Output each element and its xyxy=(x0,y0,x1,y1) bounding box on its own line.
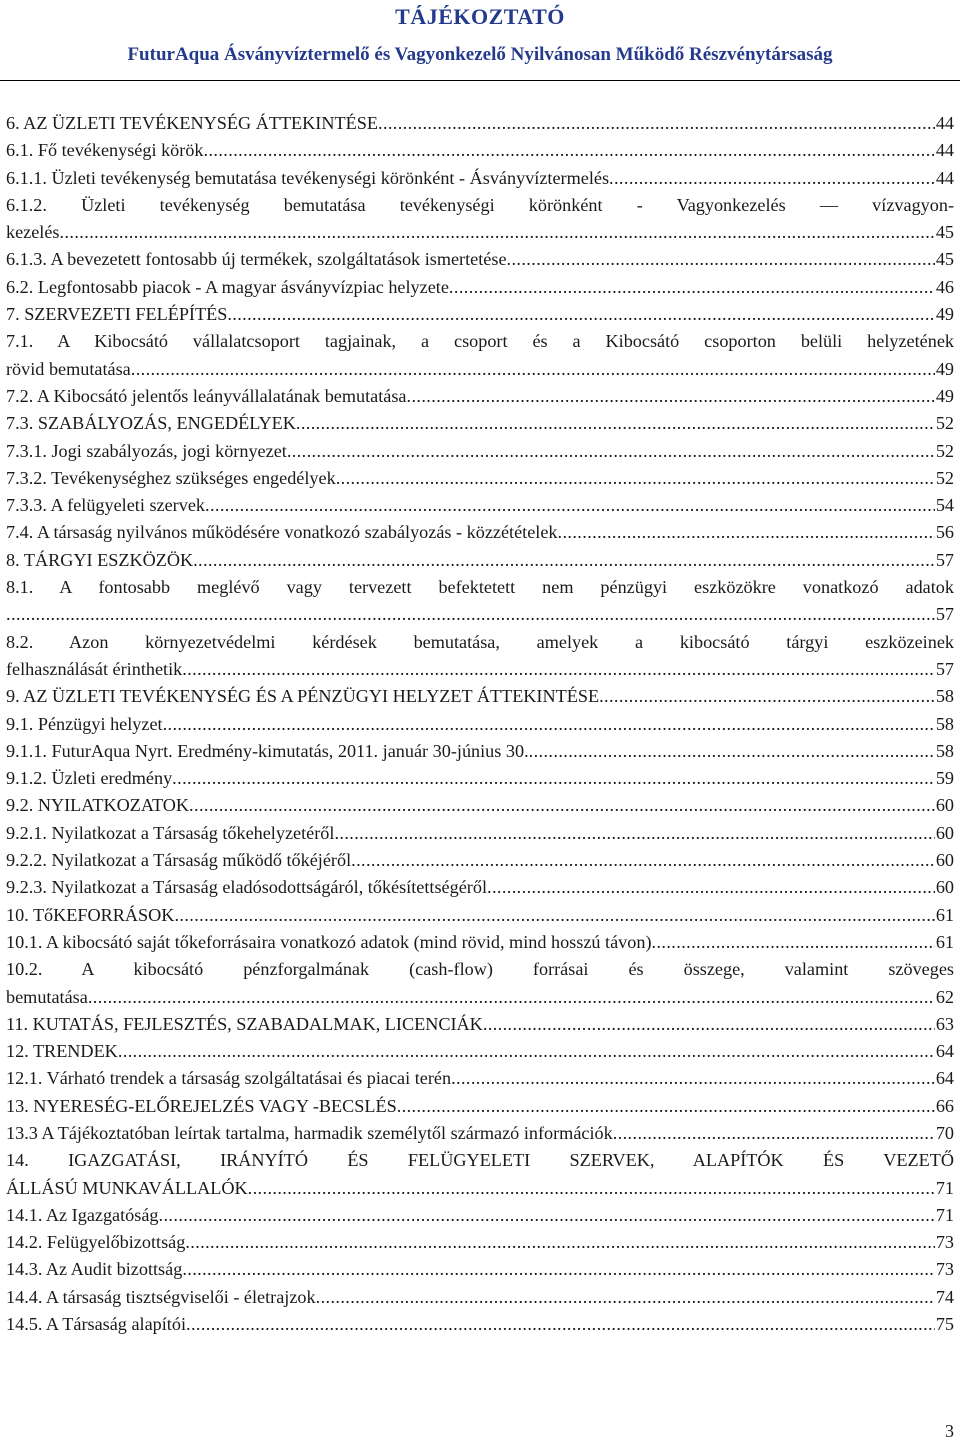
toc-entry-line xyxy=(6,110,954,137)
toc-entry-title: felhasználását érinthetik xyxy=(6,658,183,679)
toc-entry-line xyxy=(6,792,954,819)
toc-entry-line xyxy=(6,738,954,765)
dot-leader xyxy=(334,820,934,847)
toc-entry-page: 44 xyxy=(935,140,954,161)
toc-entry-title: 12.1. Várható trendek a társaság szolgáltatásai és piacai terén xyxy=(6,1068,452,1089)
toc-entry[interactable] xyxy=(6,1147,954,1202)
toc-entry-title: 6.1.1. Üzleti tevékenység bemutatása tevékenységi körönként - Ásványvíztermelés xyxy=(6,167,610,188)
toc-entry-line xyxy=(6,410,954,437)
toc-entry-line xyxy=(6,820,954,847)
dot-leader xyxy=(336,465,935,492)
toc-entry-line xyxy=(6,1175,954,1202)
toc-entry-page: 61 xyxy=(935,931,954,952)
toc-entry[interactable] xyxy=(6,165,954,192)
toc-entry-title: 6. AZ ÜZLETI TEVÉKENYSÉG ÁTTEKINTÉSE xyxy=(6,113,378,133)
toc-entry[interactable] xyxy=(6,738,954,765)
dot-leader xyxy=(163,711,935,738)
toc-entry-line xyxy=(6,902,954,929)
toc-entry[interactable] xyxy=(6,1120,954,1147)
toc-entry[interactable] xyxy=(6,1202,954,1229)
toc-entry-page: 45 xyxy=(935,222,954,243)
toc-entry-line xyxy=(6,1284,954,1311)
dot-leader xyxy=(449,274,935,301)
toc-entry-title: 9.2.3. Nyilatkozat a Társaság eladósodottságáról, tőkésítettségéről xyxy=(6,877,487,898)
dot-leader xyxy=(193,547,935,574)
toc-entry-line xyxy=(6,492,954,519)
toc-entry[interactable] xyxy=(6,492,954,519)
dot-leader xyxy=(159,1202,935,1229)
toc-entry-title: 9.2.1. Nyilatkozat a Társaság tőkehelyzetéről xyxy=(6,822,335,843)
toc-entry[interactable] xyxy=(6,820,954,847)
toc-entry-title: 14.3. Az Audit bizottság xyxy=(6,1259,183,1280)
toc-entry-title: 12. TRENDEK xyxy=(6,1041,118,1062)
toc-entry-line xyxy=(6,874,954,901)
dot-leader xyxy=(351,847,935,874)
toc-entry[interactable] xyxy=(6,383,954,410)
dot-leader xyxy=(189,792,935,819)
toc-entry-title: 9.2.2. Nyilatkozat a Társaság működő tőkéjéről xyxy=(6,850,352,871)
toc-entry[interactable] xyxy=(6,902,954,929)
toc-entry-line xyxy=(6,1202,954,1229)
toc-entry-line xyxy=(6,984,954,1011)
toc-entry-page: 60 xyxy=(935,877,954,898)
toc-entry-title: 8. TÁRGYI ESZKÖZÖK xyxy=(6,549,194,570)
toc-entry-line xyxy=(6,1038,954,1065)
toc-entry-page: 70 xyxy=(935,1122,954,1143)
toc-entry-page: 62 xyxy=(935,986,954,1007)
toc-entry-title: 10. TőKEFORRÁSOK xyxy=(6,904,175,925)
toc-entry-line xyxy=(6,1256,954,1283)
dot-leader xyxy=(186,1311,935,1338)
toc-entry-line xyxy=(6,1093,954,1120)
toc-entry-page: 73 xyxy=(935,1232,954,1253)
toc-entry-title-line: 6.1.2. Üzleti tevékenység bemutatása tevékenységi körönként - Vagyonkezelés — vízvagyon- xyxy=(6,194,954,215)
toc-entry-line xyxy=(6,847,954,874)
toc-entry-title: 14.1. Az Igazgatóság xyxy=(6,1204,159,1225)
toc-entry[interactable] xyxy=(6,1256,954,1283)
toc-entry[interactable] xyxy=(6,519,954,546)
toc-entry-page: 60 xyxy=(935,850,954,871)
toc-entry-title: 9.1.2. Üzleti eredmény xyxy=(6,768,173,789)
toc-entry[interactable] xyxy=(6,956,954,1011)
toc-entry-title: 6.1.3. A bevezetett fontosabb új termékek, szolgáltatások ismertetése xyxy=(6,249,507,270)
toc-entry-page: 52 xyxy=(935,413,954,434)
toc-entry-line xyxy=(6,137,954,164)
dot-leader xyxy=(88,984,935,1011)
dot-leader xyxy=(248,1175,935,1202)
toc-entry[interactable] xyxy=(6,301,954,328)
dot-leader xyxy=(6,601,935,628)
toc-entry-page: 66 xyxy=(935,1095,954,1116)
toc-entry[interactable] xyxy=(6,792,954,819)
toc-entry-line xyxy=(6,1229,954,1256)
dot-leader xyxy=(60,219,935,246)
toc-entry-page: 56 xyxy=(935,522,954,543)
toc-entry[interactable] xyxy=(6,1284,954,1311)
toc-entry-line xyxy=(6,465,954,492)
dot-leader xyxy=(558,519,935,546)
toc-entry-title: 14.5. A Társaság alapítói xyxy=(6,1314,186,1335)
dot-leader xyxy=(185,1229,934,1256)
toc-entry[interactable] xyxy=(6,765,954,792)
toc-entry-page: 58 xyxy=(935,713,954,734)
dot-leader xyxy=(182,656,935,683)
toc-entry-title: ÁLLÁSÚ MUNKAVÁLLALÓK xyxy=(6,1177,248,1198)
toc-entry-line xyxy=(6,656,954,683)
toc-entry-page: 49 xyxy=(935,358,954,379)
toc-entry-line xyxy=(6,929,954,956)
toc-entry[interactable] xyxy=(6,137,954,164)
dot-leader xyxy=(182,1256,935,1283)
toc-entry-page: 45 xyxy=(935,249,954,270)
dot-leader xyxy=(483,1011,935,1038)
dot-leader xyxy=(613,1120,935,1147)
toc-entry-page: 71 xyxy=(935,1204,954,1225)
toc-entry-page: 57 xyxy=(935,549,954,570)
dot-leader xyxy=(227,301,934,328)
header-divider xyxy=(0,80,960,81)
toc-entry-page: 54 xyxy=(935,495,954,516)
toc-entry[interactable] xyxy=(6,246,954,273)
toc-entry-line xyxy=(6,274,954,301)
toc-entry-page: 57 xyxy=(935,604,954,625)
table-of-contents xyxy=(6,110,954,1338)
toc-entry[interactable] xyxy=(6,1093,954,1120)
dot-leader xyxy=(507,246,935,273)
toc-entry-title: 7.3.3. A felügyeleti szervek xyxy=(6,495,205,516)
toc-entry-page: 75 xyxy=(935,1314,954,1335)
toc-entry-page: 59 xyxy=(935,768,954,789)
toc-entry[interactable] xyxy=(6,410,954,437)
toc-entry[interactable] xyxy=(6,547,954,574)
toc-entry[interactable] xyxy=(6,929,954,956)
toc-entry-title: bemutatása xyxy=(6,986,88,1007)
toc-entry-title: 6.1. Fő tevékenységi körök xyxy=(6,140,204,161)
toc-entry-page: 46 xyxy=(935,276,954,297)
document-subtitle: FuturAqua Ásványvíztermelő és Vagyonkezelő Nyilvánosan Működő Részvénytársaság xyxy=(127,44,833,65)
toc-entry-line xyxy=(6,356,954,383)
toc-entry[interactable] xyxy=(6,1011,954,1038)
toc-entry-page: 64 xyxy=(935,1068,954,1089)
toc-entry[interactable] xyxy=(6,574,954,629)
dot-leader xyxy=(529,738,935,765)
dot-leader xyxy=(316,1284,935,1311)
toc-entry[interactable] xyxy=(6,274,954,301)
toc-entry[interactable] xyxy=(6,1311,954,1338)
toc-entry[interactable] xyxy=(6,110,954,137)
toc-entry-title: 13. NYERESÉG-ELŐREJELZÉS VAGY -BECSLÉS xyxy=(6,1095,397,1116)
toc-entry-line xyxy=(6,438,954,465)
toc-entry-page: 52 xyxy=(935,467,954,488)
toc-entry-title: 7.3. SZABÁLYOZÁS, ENGEDÉLYEK xyxy=(6,413,296,434)
toc-entry[interactable] xyxy=(6,1065,954,1092)
toc-entry-line xyxy=(6,711,954,738)
toc-entry-page: 60 xyxy=(935,795,954,816)
toc-entry-page: 52 xyxy=(935,440,954,461)
toc-entry-title: 13.3 A Tájékoztatóban leírtak tartalma, harmadik személytől származó információk xyxy=(6,1122,613,1143)
dot-leader xyxy=(296,410,935,437)
dot-leader xyxy=(131,356,935,383)
toc-entry-page: 44 xyxy=(935,113,954,133)
toc-entry-line xyxy=(6,683,954,710)
toc-entry[interactable] xyxy=(6,629,954,684)
toc-entry-title: 7.3.2. Tevékenységhez szükséges engedélyek xyxy=(6,467,336,488)
dot-leader xyxy=(174,902,934,929)
toc-entry-page: 58 xyxy=(935,686,954,707)
toc-entry-line xyxy=(6,1120,954,1147)
toc-entry-line xyxy=(6,547,954,574)
toc-entry-title: 9. AZ ÜZLETI TEVÉKENYSÉG ÉS A PÉNZÜGYI HELYZET ÁTTEKINTÉSE xyxy=(6,686,600,707)
toc-entry-title-line: 14. IGAZGATÁSI, IRÁNYÍTÓ ÉS FELÜGYELETI SZERVEK, ALAPÍTÓK ÉS VEZETŐ xyxy=(6,1150,954,1171)
toc-entry-page: 44 xyxy=(935,167,954,188)
toc-entry-title: 9.2. NYILATKOZATOK xyxy=(6,795,190,816)
toc-entry-title: kezelés xyxy=(6,222,60,243)
page-number: 3 xyxy=(945,1421,954,1441)
toc-entry-title: 14.4. A társaság tisztségviselői - életrajzok xyxy=(6,1286,316,1307)
toc-entry-title: 10.1. A kibocsátó saját tőkeforrásaira vonatkozó adatok (mind rövid, mind hosszú távon) xyxy=(6,931,652,952)
toc-entry-line xyxy=(6,301,954,328)
toc-entry[interactable] xyxy=(6,683,954,710)
toc-entry-line xyxy=(6,1065,954,1092)
dot-leader xyxy=(609,165,935,192)
toc-entry-title: rövid bemutatása xyxy=(6,358,131,379)
toc-entry-line xyxy=(6,1311,954,1338)
toc-entry-line xyxy=(6,601,954,628)
dot-leader xyxy=(407,383,935,410)
toc-entry-title-line: 10.2. A kibocsátó pénzforgalmának (cash-flow) forrásai és összege, valamint szöveges xyxy=(6,959,954,980)
toc-entry-line xyxy=(6,383,954,410)
dot-leader xyxy=(397,1093,935,1120)
toc-entry-line xyxy=(6,219,954,246)
toc-entry-line xyxy=(6,1011,954,1038)
toc-entry-title: 7.4. A társaság nyilvános működésére vonatkozó szabályozás - közzétételek xyxy=(6,522,558,543)
toc-entry-title: 7.3.1. Jogi szabályozás, jogi környezet xyxy=(6,440,287,461)
dot-leader xyxy=(378,110,935,137)
toc-entry-title: 11. KUTATÁS, FEJLESZTÉS, SZABADALMAK, LICENCIÁK xyxy=(6,1013,483,1034)
toc-entry-page: 63 xyxy=(935,1013,954,1034)
toc-entry-page: 73 xyxy=(935,1259,954,1280)
toc-entry[interactable] xyxy=(6,711,954,738)
toc-entry-page: 71 xyxy=(935,1177,954,1198)
toc-entry[interactable] xyxy=(6,438,954,465)
dot-leader xyxy=(204,137,935,164)
toc-entry-line xyxy=(6,165,954,192)
dot-leader xyxy=(599,683,935,710)
toc-entry[interactable] xyxy=(6,1038,954,1065)
toc-entry-page: 60 xyxy=(935,822,954,843)
toc-entry[interactable] xyxy=(6,1229,954,1256)
toc-entry-line xyxy=(6,765,954,792)
toc-entry-page: 58 xyxy=(935,740,954,761)
toc-entry-title: 6.2. Legfontosabb piacok - A magyar ásványvízpiac helyzete xyxy=(6,276,449,297)
toc-entry[interactable] xyxy=(6,847,954,874)
toc-entry-page: 57 xyxy=(935,658,954,679)
toc-entry-line xyxy=(6,519,954,546)
toc-entry-page: 49 xyxy=(935,385,954,406)
toc-entry-title-line: 8.2. Azon környezetvédelmi kérdések bemutatása, amelyek a kibocsátó tárgyi eszközeinek xyxy=(6,631,954,652)
toc-entry[interactable] xyxy=(6,192,954,247)
toc-entry-title: 7. SZERVEZETI FELÉPÍTÉS xyxy=(6,304,228,325)
toc-entry-title-line: 8.1. A fontosabb meglévő vagy tervezett befektetett nem pénzügyi eszközökre vonatkozó adatok xyxy=(6,577,954,598)
toc-entry-title: 9.1.1. FuturAqua Nyrt. Eredmény-kimutatás, 2011. január 30-június 30. xyxy=(6,740,529,761)
toc-entry-title: 9.1. Pénzügyi helyzet xyxy=(6,713,163,734)
toc-entry-page: 64 xyxy=(935,1041,954,1062)
dot-leader xyxy=(487,874,935,901)
dot-leader xyxy=(172,765,935,792)
toc-entry[interactable] xyxy=(6,465,954,492)
toc-entry[interactable] xyxy=(6,874,954,901)
dot-leader xyxy=(451,1065,935,1092)
toc-entry-page: 74 xyxy=(935,1286,954,1307)
dot-leader xyxy=(205,492,935,519)
toc-entry-page: 61 xyxy=(935,904,954,925)
toc-entry-title-line: 7.1. A Kibocsátó vállalatcsoport tagjainak, a csoport és a Kibocsátó csoporton belüli helyzetének xyxy=(6,331,954,352)
document-title: TÁJÉKOZTATÓ xyxy=(395,4,565,29)
toc-entry-title: 7.2. A Kibocsátó jelentős leányvállalatának bemutatása xyxy=(6,385,407,406)
toc-entry-title: 14.2. Felügyelőbizottság xyxy=(6,1232,186,1253)
dot-leader xyxy=(652,929,935,956)
toc-entry[interactable] xyxy=(6,328,954,383)
dot-leader xyxy=(118,1038,935,1065)
dot-leader xyxy=(287,438,935,465)
toc-entry-line xyxy=(6,246,954,273)
toc-entry-page: 49 xyxy=(935,304,954,325)
